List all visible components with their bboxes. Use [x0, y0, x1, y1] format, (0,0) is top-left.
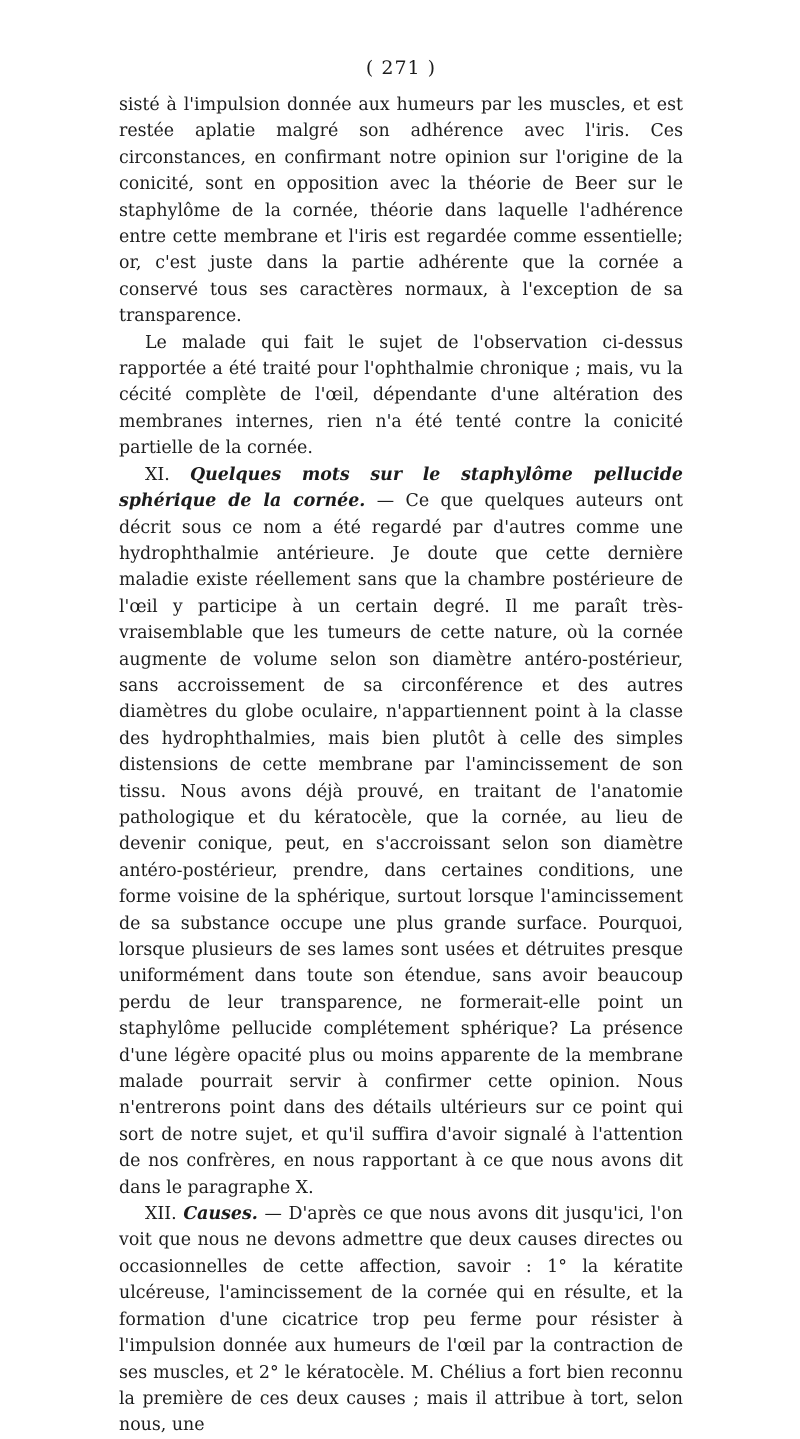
section-xi — [119, 462, 683, 1201]
paragraph-malade: Le malade qui fait le sujet de l'observation ci-dessus rapportée a été traité pour l'ophthalmie chronique ; mais, vu la cécité complète de l'œil, dépendante d'une altération des membranes internes, rien n'a été tenté contre la conicité partielle de la cornée. — [119, 332, 683, 459]
section-xii-body: — D'après ce que nous avons dit jusqu'ici, l'on voit que nous ne devons admettre que deux causes directes ou occasionnelles de cette affection, savoir : 1° la kératite ulcéreuse, l'amincissement de la cornée qui en résulte, et la formation d'une cicatrice trop peu ferme pour résister à l'impulsion donnée aux humeurs de l'œil par la contraction de ses muscles, et 2° le kératocèle. M. Chélius a fort bien reconnu la première de ces deux causes ; mais il attribue à tort, selon nous, une — [119, 1204, 684, 1436]
book-page — [119, 56, 683, 1439]
paragraph-continuation: sisté à l'impulsion donnée aux humeurs par les muscles, et est restée aplatie malgré son adhérence avec l'iris. Ces circonstances, en confirmant notre opinion sur l'origine de la conicité, sont en opposition avec la théorie de Beer sur le staphylôme de la cornée, théorie dans laquelle l'adhérence entre cette membrane et l'iris est regardée comme essentielle; or, c'est juste dans la partie adhérente que la cornée a conservé tous ses caractères normaux, à l'exception de sa transparence. — [119, 95, 683, 327]
section-xi-numeral: XI. — [145, 464, 170, 485]
section-xii-title: Causes. — [183, 1204, 258, 1225]
page-number: ( 271 ) — [365, 57, 437, 79]
section-xi-title: Quelques mots sur le staphylôme pellucide sphérique de la cornée. — [119, 464, 683, 512]
section-xii-numeral: XII. — [145, 1204, 177, 1225]
section-xii — [119, 1201, 683, 1439]
section-xi-body: — Ce que quelques auteurs ont décrit sous ce nom a été regardé par d'autres comme une hydrophthalmie antérieure. Je doute que cette dernière maladie existe réellement sans que la chambre postérieure de l'œil y participe à un certain degré. Il me paraît très-vraisemblable que les tumeurs de cette nature, où la cornée augmente de volume selon son diamètre antéro-postérieur, sans accroissement de sa circonférence et des autres diamètres du globe oculaire, n'appartiennent point à la classe des hydrophthalmies, mais bien plutôt à celle des simples distensions de cette membrane par l'amincissement de son tissu. Nous avons déjà prouvé, en traitant de l'anatomie pathologique et du kératocèle, que la cornée, au lieu de devenir conique, peut, en s'accroissant selon son diamètre antéro-postérieur, prendre, dans certaines conditions, une forme voisine de la sphérique, surtout lorsque l'amincissement de sa substance occupe une plus grande surface. Pourquoi, lorsque plusieurs de ses lames sont usées et détruites presque uniformément dans toute son étendue, sans avoir beaucoup perdu de leur transparence, ne formerait-elle point un staphylôme pellucide complétement sphérique? La présence d'une légère opacité plus ou moins apparente de la membrane malade pourrait servir à confirmer cette opinion. Nous n'entrerons point dans des détails ultérieurs sur ce point qui sort de notre sujet, et qu'il suffira d'avoir signalé à l'attention de nos confrères, en nous rapportant à ce que nous avons dit dans le paragraphe X. — [119, 491, 683, 1198]
